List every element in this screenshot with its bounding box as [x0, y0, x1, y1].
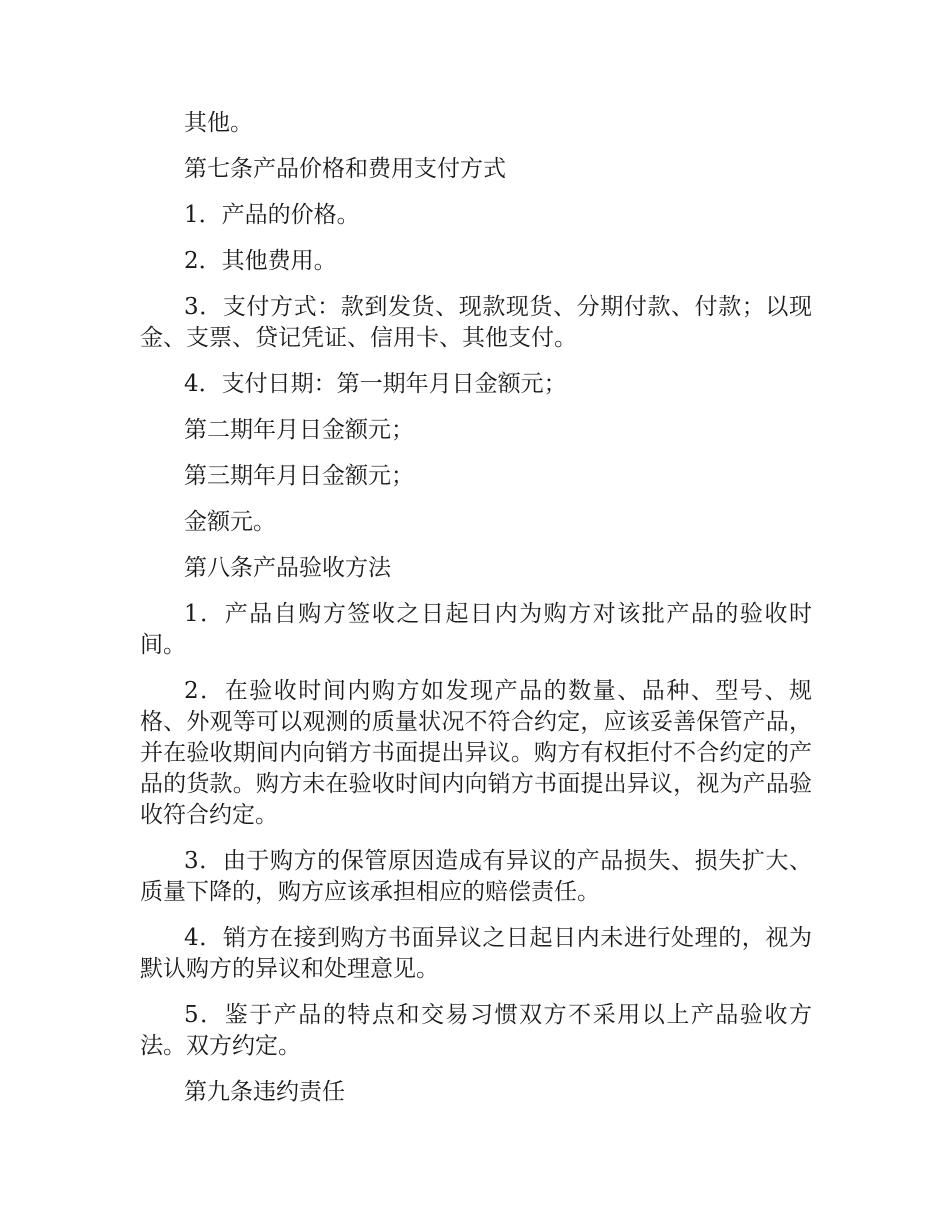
paragraph-payment-date: 4．支付日期：第一期年月日金额元；: [184, 371, 567, 397]
document-body: [140, 108, 812, 1123]
paragraph-other: 其他。: [184, 110, 253, 136]
paragraph-inspection-time: 1．产品自购方签收之日起日内为购方对该批产品的验收时间。: [140, 601, 812, 658]
paragraph-objection: 2．在验收时间内购方如发现产品的数量、品种、型号、规格、外观等可以观测的质量状况不符合约定，应该妥善保管产品，并在验收期间内向销方书面提出异议。购方有权拒付不合约定的产品的货款。购方未在验收时间内向销方书面提出异议，视为产品验收符合约定。: [140, 678, 812, 828]
section-heading-article-9: 第九条违约责任: [184, 1079, 345, 1105]
paragraph-amount: 金额元。: [184, 509, 276, 535]
paragraph-storage-liability: 3．由于购方的保管原因造成有异议的产品损失、损失扩大、质量下降的，购方应该承担相应的赔偿责任。: [140, 848, 812, 905]
paragraph-other-fees: 2．其他费用。: [184, 248, 337, 274]
paragraph-payment-method: 3．支付方式：款到发货、现款现货、分期付款、付款；以现金、支票、贷记凭证、信用卡、其他支付。: [140, 294, 812, 351]
section-heading-article-8: 第八条产品验收方法: [184, 555, 391, 581]
paragraph-seller-response: 4．销方在接到购方书面异议之日起日内未进行处理的，视为默认购方的异议和处理意见。: [140, 925, 812, 982]
paragraph-third-installment: 第三期年月日金额元；: [184, 463, 414, 489]
paragraph-price: 1．产品的价格。: [184, 202, 360, 228]
paragraph-alternative-method: 5．鉴于产品的特点和交易习惯双方不采用以上产品验收方法。双方约定。: [140, 1002, 812, 1059]
section-heading-article-7: 第七条产品价格和费用支付方式: [184, 156, 506, 182]
paragraph-second-installment: 第二期年月日金额元；: [184, 417, 414, 443]
